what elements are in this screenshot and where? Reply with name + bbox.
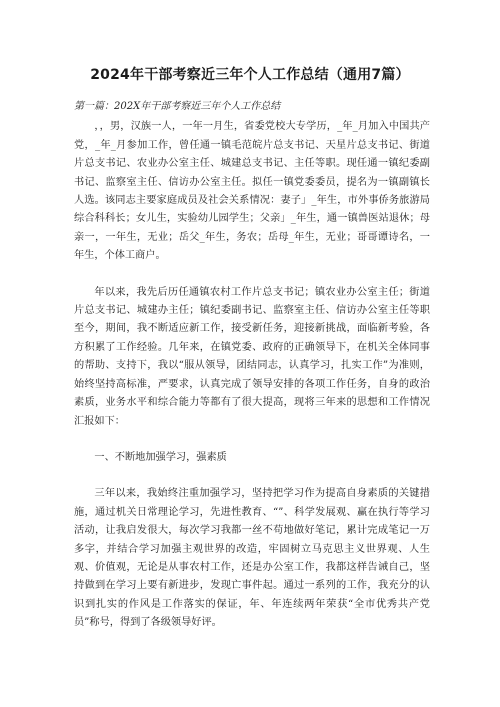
- paragraph-personal-info: ，，男，汉族一人，一年一月生，省委党校大专学历，_年_月加入中国共产党，_年_月参加工作，曾任通一镇毛范皖片总支书记、天星片总支书记、街道片总支书记、农业办公室主任、城建总支书记、主任等职。现任通一镇纪委副书记、监察室主任、信访办公室主任。拟任一镇党委委员，提名为一镇副镇长人选。该同志主要家庭成员及社会关系情况：妻子」_年生，市外事侨务旅游局综合科科长；女儿生，实验幼儿园学生；父亲」_年生，通一镇兽医站退休；母亲一，一年生，无业；岳父_年生，务农；岳母_年生，无业；哥哥谭诗名，一年生，个体工商户。: [74, 121, 430, 262]
- section-heading: 一、不断地加强学习，强素质: [94, 451, 227, 463]
- document-body: [74, 98, 430, 633]
- paragraph-study: 三年以来，我始终注重加强学习，坚持把学习作为提高自身素质的关键措施，通过机关日常理论学习，先进性教育、“”、科学发展观、赢在执行等学习活动，让我启发很大，每次学习我都一丝不苟地做好笔记，累计完成笔记一万多字，并结合学习加强主观世界的改造，牢固树立马克思主义世界观、人生观、价值观，无论是从事农村工作，还是办公室工作，我都这样告诫自己，坚持做到在学习上要有新进步，发现亡事件起。通过一系列的工作，我充分的认识到扎实的作风是工作落实的保证，年、年连续两年荣获“全市优秀共产党员”称号，得到了各级领导好评。: [74, 488, 430, 629]
- paragraph-work-history: 年以来，我先后历任通镇农村工作片总支书记；镇农业办公室主任；街道片总支书记、城建办主任；镇纪委副书记、监察室主任、信访办公室主任等职至今，期间，我不断适应新工作，接受新任务，迎接新挑战，面临新考验，各方积累了工作经验。几年来，在镇党委、政府的正确领导下，在机关全体同事的帮助、支持下，我以“服从领导，团结同志，认真学习，扎实工作”为准则，始终坚持高标准，严要求，认真完成了领导安排的各项工作任务，自身的政治素质，业务水平和综合能力等都有了很大提高，现将三年来的思想和工作情况汇报如下：: [74, 286, 430, 427]
- chapter-heading: 第一篇：202X年干部考察近三年个人工作总结: [74, 101, 281, 112]
- document-title: 2024年干部考察近三年个人工作总结（通用7篇）: [90, 67, 410, 83]
